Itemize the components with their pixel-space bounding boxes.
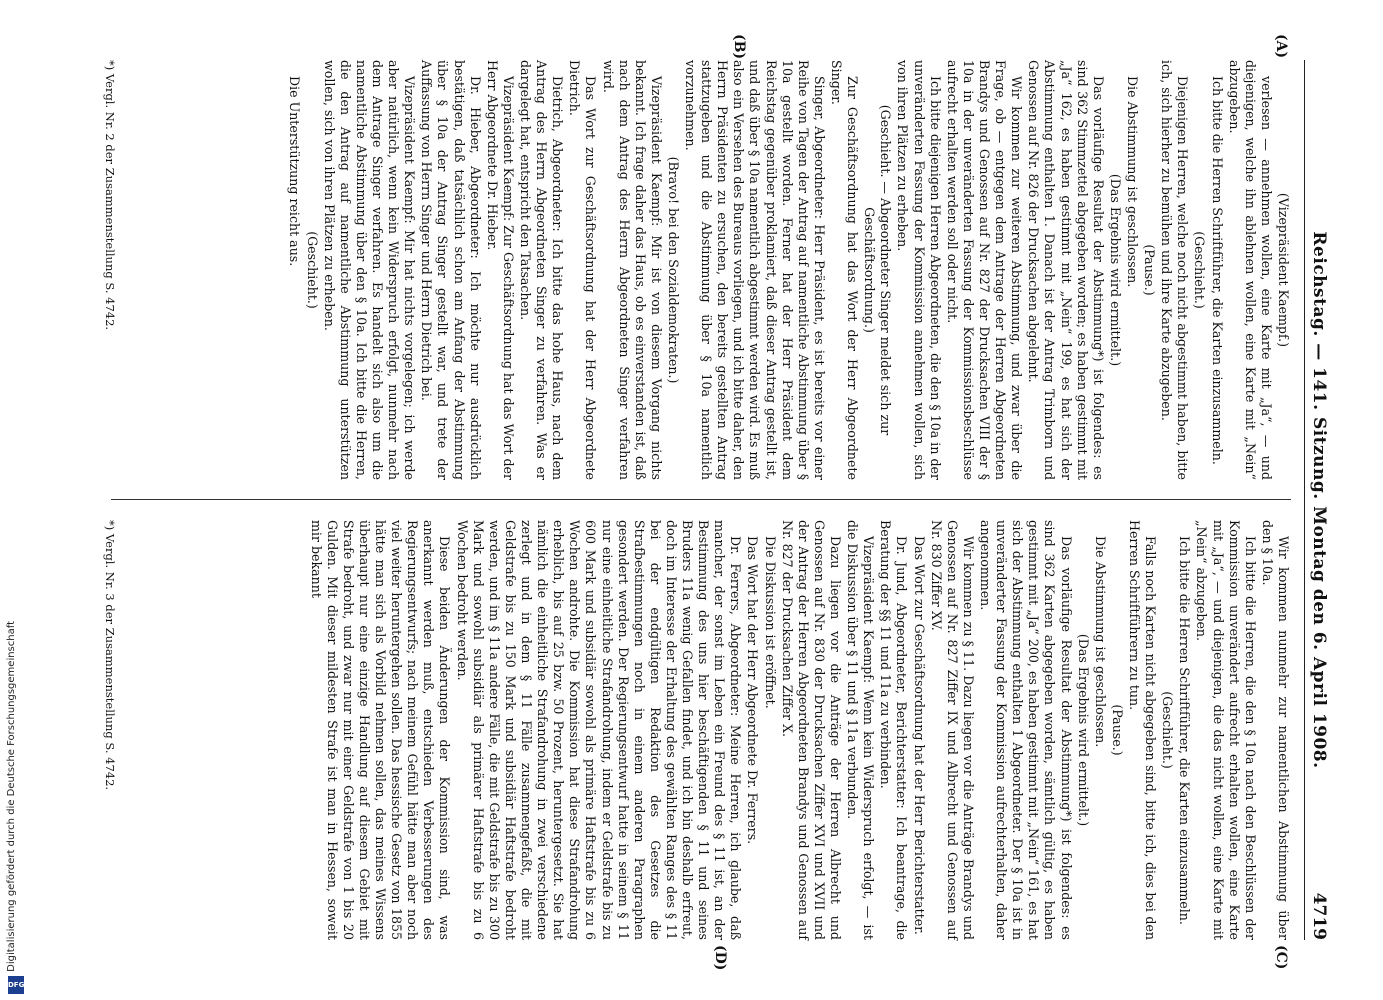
- footnote-left: *) Vergl. Nr. 2 der Zusammenstellung S. 4742.: [103, 60, 117, 331]
- paragraph: Singer, Abgeordneter: Herr Präsident, es ist bereits vor einer Reihe von Tagen der Antrag auf namentliche Abstimmung über § 10a gestellt worden. Ferner hat der Herr Präsident dem Reichstag gegenüber proklamiert, daß dieser Antrag gestellt ist, und daß über § 10a namentlich abgestimmt werden wird. Es muß also ein Versehen des Bureaus vorliegen, und ich bitte daher, den Herrn Präsidenten zu ersuchen, den bereits gestellten Antrag stattzugeben und die Abstimmung über § 10a namentlich vorzunehmen.: [683, 60, 827, 480]
- paragraph: Wir kommen zur weiteren Abstimmung, und zwar über die Frage, ob — entgegen dem Antrage der Herren Abgeordneten Brandys und Genossen auf Nr. 827 der Drucksachen VIII der § 10a in der unveränderten Fassung der Kommissionsbeschlüsse aufrecht erhalten werden soll oder nicht.: [944, 60, 1025, 480]
- paragraph: Ich bitte die Herren, die den § 10a nach den Beschlüssen der Kommission unverändert aufrecht erhalten wollen, eine Karte mit „Ja“, — und diejenigen, die das nicht wollen, eine Karte mit „Nein“ abzugeben.: [1194, 520, 1258, 940]
- margin-marker-b: (B): [731, 34, 747, 60]
- paragraph: Das vorläufige Resultat der Abstimmung*) ist folgendes: es sind 362 Karten abgegeben worden, sämtlich gültig, es haben gestimmt mit „Ja“ 200, es haben gestimmt mit „Nein“ 161, es hat sich der Abstimmung enthalten 1 Abgeordneter. Der § 10a ist in unveränderter Fassung der Kommission aufrechterhalten, daher angenommen.: [978, 520, 1074, 940]
- paragraph: Zur Geschäftsordnung hat das Wort der Herr Abgeordnete Singer.: [829, 60, 861, 480]
- paragraph: (Geschieht.): [1160, 691, 1176, 769]
- credit-text: Digitalisierung gefördert durch die Deutsche Forschungsgemeinschaft: [6, 621, 17, 972]
- dfg-logo: DFG: [8, 976, 24, 994]
- digitization-credit: [6, 600, 28, 994]
- column-divider: [111, 499, 1291, 500]
- paragraph: Ich bitte diejenigen Herren Abgeordneten, die den § 10a in der unveränderten Fassung der Kommission annehmen wollen, sich von ihren Plätzen zu erheben.: [895, 60, 943, 480]
- paragraph: Die Diskussion ist eröffnet.: [762, 536, 778, 709]
- paragraph: Das Wort hat der Herr Abgeordnete Dr. Ferrers.: [745, 536, 761, 845]
- paragraph: Die Abstimmung ist geschlossen.: [1092, 536, 1108, 748]
- paragraph: Vizepräsident Kaempf: Mir ist von diesem Vorgang nichts bekannt. Ich frage daher das Haus, ob es einverstanden ist, daß nach dem Antrag des Herrn Abgeordneten Singer verfahren wird.: [600, 60, 664, 480]
- paragraph: Das Wort zur Geschäftsordnung hat der Herr Berichterstatter.: [911, 536, 927, 935]
- paragraph: Dietrich, Abgeordneter: Ich bitte das hohe Haus, nach dem Antrag des Herrn Abgeordneten Singer zu verfahren. Was er dargelegt hat, entspricht den Tatsachen.: [517, 60, 566, 480]
- paragraph: (Das Ergebnis wird ermittelt.): [1107, 173, 1123, 367]
- footnote-right: *) Vergl. Nr. 3 der Zusammenstellung S. 4742.: [103, 520, 117, 791]
- paragraph: Die Abstimmung ist geschlossen.: [1125, 76, 1141, 288]
- paragraph: (Vizepräsident Kaempf.): [1276, 192, 1291, 348]
- paragraph: (Geschieht. — Abgeordneter Singer meldet sich zur Geschäftsordnung.): [862, 104, 894, 436]
- paragraph: (Das Ergebnis wird ermittelt.): [1075, 633, 1091, 827]
- paragraph: (Pause.): [1142, 244, 1158, 296]
- paragraph: Vizepräsident Kaempf: Mir hat nichts vorgelegen; ich werde aber natürlich, wenn kein Widerspruch erfolgt, nunmehr nach dem Antrage Singer verfahren. Es handelt sich also um die namentliche Abstimmung über den § 10a. Ich bitte die Herren, die den Antrag auf namentliche Abstimmung unterstützen wollen, sich von ihren Plätzen zu erheben.: [321, 60, 418, 480]
- paragraph: Diejenigen Herren, welche noch nicht abgestimmt haben, bitte ich, sich hierher zu bemühen und ihre Karte abzugeben.: [1159, 60, 1191, 480]
- paragraph: (Bravo! bei den Sozialdemokraten.): [665, 156, 681, 384]
- paragraph: Das vorläufige Resultat der Abstimmung*) ist folgendes: es sind 362 Stimmzettel abgegeben worden; es haben gestimmt mit „Ja“ 162, es haben gestimmt mit „Nein“ 199, es hat sich der Abstimmung enthalten 1. Danach ist der Antrag Trimborn und Genossen auf Nr. 826 der Drucksachen abgelehnt.: [1026, 60, 1106, 480]
- paragraph: Wir kommen nunmehr zur namentlichen Abstimmung über den § 10a.: [1259, 520, 1291, 940]
- paragraph: Ich bitte die Herren Schriftführer, die Karten einzusammeln.: [1177, 536, 1193, 925]
- paragraph: Diese beiden Änderungen der Kommission sind, was anerkannt werden muß, entschieden Verbesserungen des Regierungsentwurfs; nach meinem Gefühl hätte man aber noch viel weiter heruntergehen sollen. Das hessische Gesetz von 1855 hätte man sich als Vorbild nehmen sollen, das meines Wissens überhaupt nur eine einzige Handlung auf diesem Gebiet mit Strafe bedroht, und zwar nur mit einer Geldstrafe von 1 bis 20 Gulden. Mit dieser mildesten Strafe ist man in Hessen, soweit mir bekannt: [308, 520, 453, 940]
- paragraph: (Geschieht.): [1192, 231, 1208, 309]
- paragraph: Falls noch Karten nicht abgegeben sind, bitte ich, dies bei den Herren Schriftführern zu tun.: [1127, 520, 1159, 940]
- paragraph: Die Unterstützung reicht aus.: [287, 76, 303, 267]
- margin-marker-a: (A): [1273, 34, 1289, 59]
- paragraph: verlesen — annehmen wollen, eine Karte mit „Ja“, — und diejenigen, welche ihn ablehnen wollen, eine Karte mit „Nein“ abzugeben.: [1226, 60, 1274, 480]
- right-column: [306, 520, 1291, 940]
- margin-marker-d: (D): [712, 945, 728, 971]
- paragraph: Wir kommen zu § 11. Dazu liegen vor die Anträge Brandys und Genossen auf Nr. 827 Ziffer IX und Albrecht und Genossen auf Nr. 830 Ziffer XV.: [928, 520, 976, 940]
- margin-marker-c: (C): [1273, 945, 1289, 970]
- paragraph: Dr. Jund, Abgeordneter, Berichterstatter: Ich beantrage, die Beratung der §§ 11 und 11a zu verbinden.: [878, 520, 910, 940]
- paragraph: Ich bitte die Herren Schriftführer, die Karten einzusammeln.: [1209, 76, 1225, 465]
- page-header: [1304, 60, 1331, 940]
- paragraph: Vizepräsident Kaempf: Wenn kein Widerspruch erfolgt, — ist die Diskussion über § 11 und § 11a verbunden.: [845, 520, 877, 940]
- left-column: [285, 60, 1291, 480]
- paragraph: (Pause.): [1109, 704, 1125, 756]
- paragraph: Dr. Ferrers, Abgeordneter: Meine Herren, ich glaube, daß mancher, der sonst im Leben ein Freund des § 11 ist, an der Bestimmung des uns hier beschäftigenden § 11 und seines Bruders 11a wenig Gefallen findet, und ich bin deshalb erfreut, doch im Interesse der Erhaltung des gewählten Ranges des § 11 bei der endgültigen Redaktion des Gesetzes die Strafbestimmungen noch in einem anderen Paragraphen gesondert werden. Der Regierungsentwurf hatte in seinem § 11 nur eine einheitliche Strafandrohung, indem er Geldstrafe bis zu 600 Mark und subsidiär sowohl als primäre Haftstrafe bis zu 6 Wochen androhte. Die Kommission hat diese Strafandrohung erheblich, bis auf 25 bzw. 50 Prozent, heruntergesetzt. Sie hat nämlich die einheitliche Strafandrohung in zwei verschiedene zerlegt und in dem § 11 Fälle zusammengefaßt, die mit Geldstrafe bis zu 150 Mark und subsidiär Haftstrafe bedroht werden, und im § 11a andere Fälle, die mit Geldstrafe bis zu 300 Mark und sowohl subsidiär als primärer Haftstrafe bis zu 6 Wochen bedroht werden.: [454, 520, 744, 940]
- paragraph: (Geschieht.): [304, 231, 320, 309]
- paragraph: Das Wort zur Geschäftsordnung hat der Herr Abgeordnete Dietrich.: [567, 60, 599, 480]
- page-number: 4719: [1309, 892, 1329, 940]
- paragraph: Vizepräsident Kaempf: Zur Geschäftsordnung hat das Wort der Herr Abgeordnete Dr. Hieber.: [484, 60, 516, 480]
- page-title: Reichstag. — 141. Sitzung. Montag den 6. April 1908.: [1309, 231, 1329, 769]
- paragraph: Dr. Hieber, Abgeordneter: Ich möchte nur ausdrücklich bestätigen, daß tatsächlich schon am Anfang der Abstimmung über § 10a der Antrag Singer gestellt war, und trete der Auffassung von Herrn Singer und Herrn Dietrich bei.: [419, 60, 483, 480]
- paragraph: Dazu liegen vor die Anträge der Herren Albrecht und Genossen auf Nr. 830 der Drucksachen Ziffer XVI und XVII und der Antrag der Herren Abgeordneten Brandys und Genossen auf Nr. 827 der Drucksachen Ziffer X.: [779, 520, 844, 940]
